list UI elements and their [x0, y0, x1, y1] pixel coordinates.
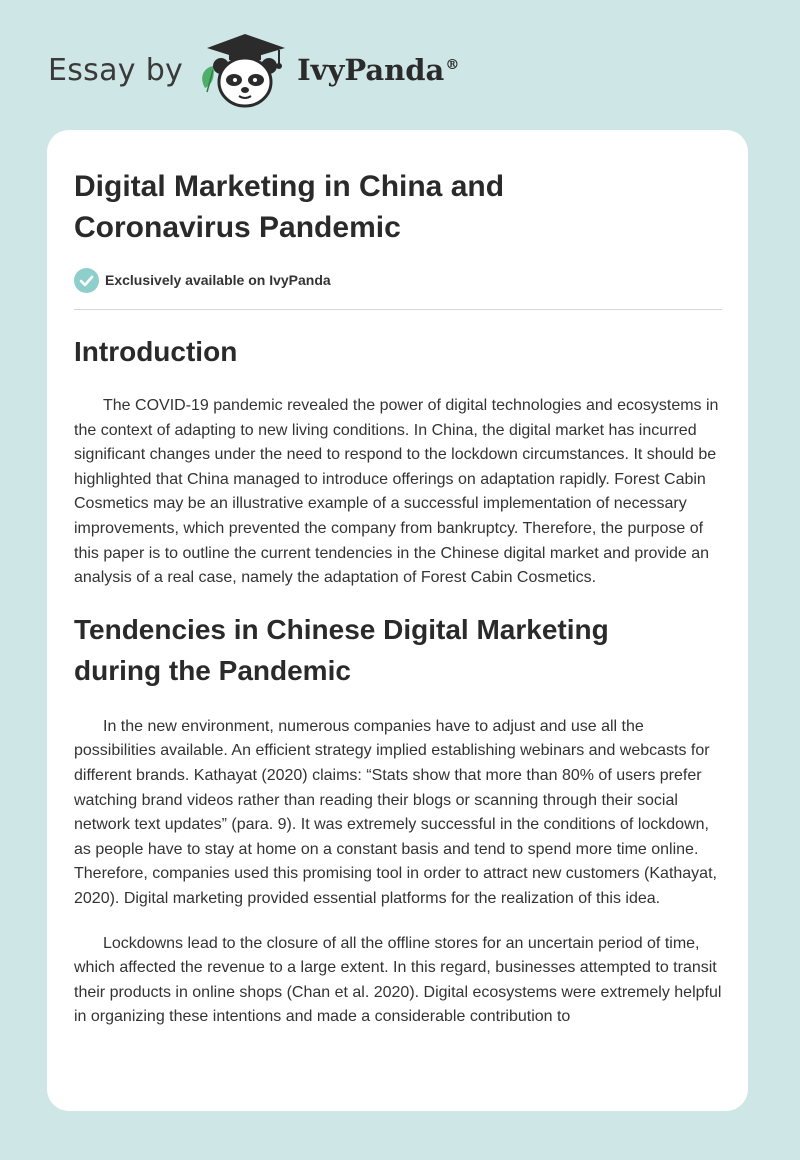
section-heading-tendencies-line-2: during the Pandemic	[74, 654, 351, 686]
exclusive-label: Exclusively available on IvyPanda	[105, 272, 331, 288]
essay-card	[47, 130, 748, 1111]
essay-title	[74, 166, 722, 248]
intro-paragraph: The COVID-19 pandemic revealed the power of digital technologies and ecosystems in the context of adapting to new living conditions. In China, the digital market has incurred significant changes under the need to respond to the lockdown circumstances. It should be highlighted that China managed to introduce offerings on adaptation rapidly. Forest Cabin Cosmetics may be an illustrative example of a successful implementation of necessary improvements, which prevented the company from bankruptcy. Therefore, the purpose of this paper is to outline the current tendencies in the Chinese digital market and provide an analysis of a real case, namely the adaptation of Forest Cabin Cosmetics.	[74, 397, 719, 587]
section-heading-introduction: Introduction	[74, 336, 238, 367]
essay-title-line-1: Digital Marketing in China and	[74, 170, 505, 203]
brand-header	[48, 30, 459, 110]
panda-logo-icon	[197, 30, 293, 110]
section-heading-tendencies-line-1: Tendencies in Chinese Digital Marketing	[74, 613, 609, 645]
registered-mark: ®	[445, 57, 460, 74]
section-heading-tendencies	[74, 609, 722, 691]
check-circle-icon	[74, 268, 99, 293]
brand-prefix: Essay by	[48, 52, 184, 88]
tendencies-paragraph-2: Lockdowns lead to the closure of all the offline stores for an uncertain period of time, which affected the revenue to a large extent. In this regard, businesses attempted to transit their products in online shops (Chan et al. 2020). Digital ecosystems were extremely helpful in organizing these intentions and made a considerable contribution to	[74, 934, 722, 1026]
title-divider	[74, 309, 722, 310]
brand-name: IvyPanda®	[297, 53, 460, 87]
essay-title-line-2: Coronavirus Pandemic	[74, 211, 401, 244]
exclusive-badge	[74, 266, 722, 294]
tendencies-paragraph-1: In the new environment, numerous companies have to adjust and use all the possibilities available. An efficient strategy implied establishing webinars and webcasts for different brands. Kathayat (2020) claims: “Stats show that more than 80% of users prefer watching brand videos rather than reading their blogs or scanning through their social network text updates” (para. 9). It was extremely successful in the conditions of lockdown, as people have to stay at home on a constant basis and tend to spend more time online. Therefore, companies used this promising tool in order to attract new customers (Kathayat, 2020). Digital marketing provided essential platforms for the realization of this idea.	[74, 717, 717, 907]
